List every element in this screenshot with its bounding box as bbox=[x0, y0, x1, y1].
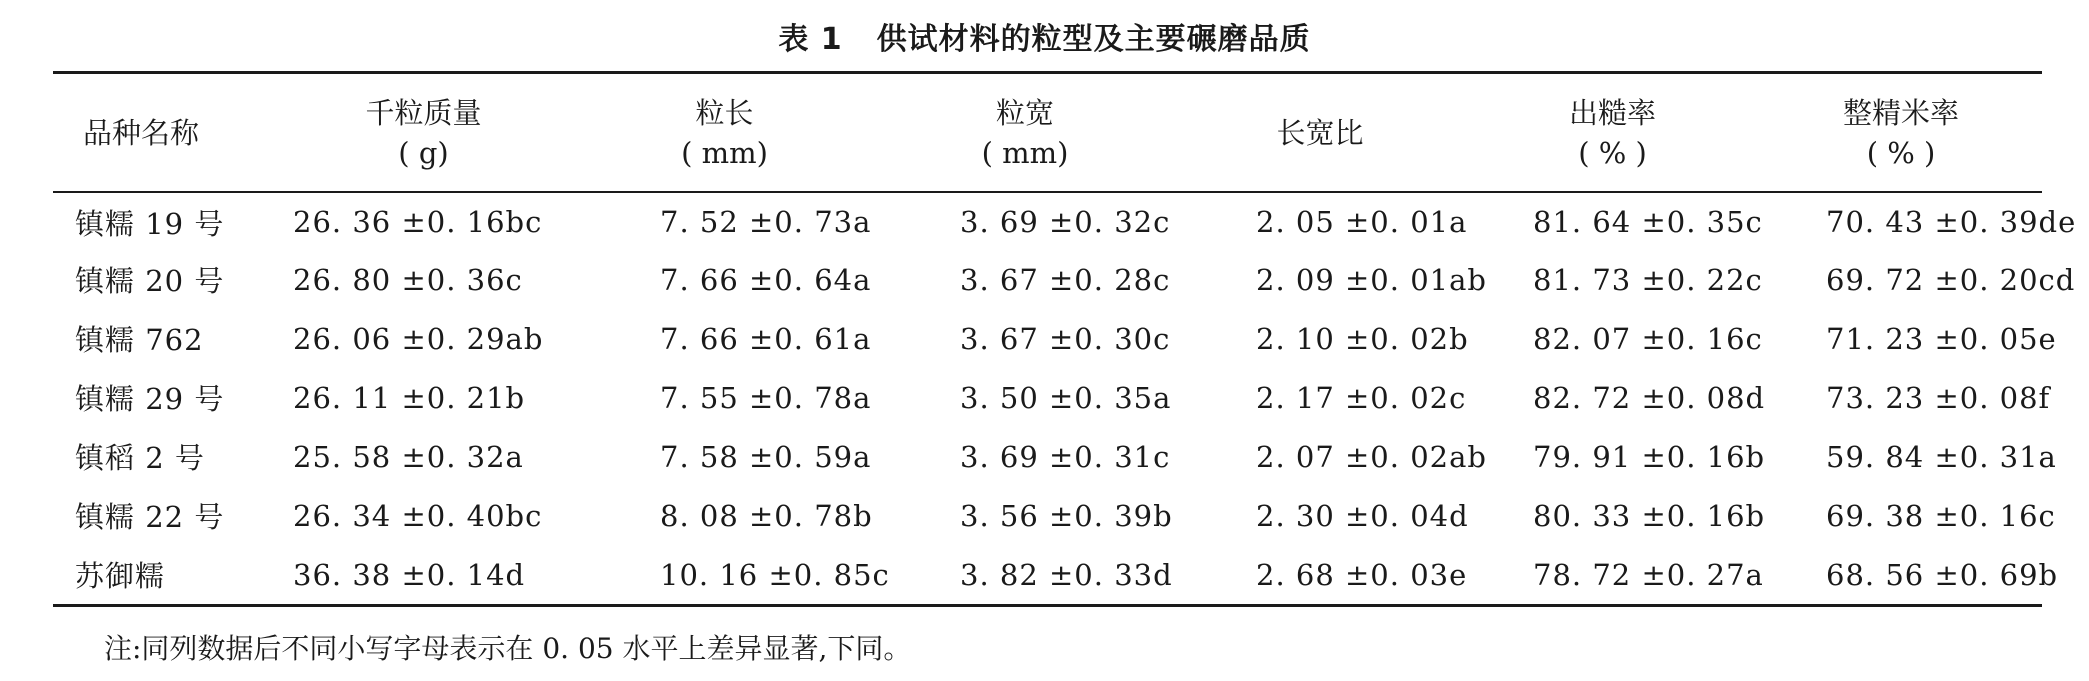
table-footnote: 注:同列数据后不同小写字母表示在 0. 05 水平上差异显著,下同。 bbox=[104, 632, 912, 665]
table-title: 供试材料的粒型及主要碾磨品质 bbox=[876, 22, 1311, 57]
variety-name-cell: 镇糯 762 bbox=[75, 323, 204, 357]
column-header-unit: ( mm) bbox=[981, 135, 1069, 170]
value-cell: 79. 91 ±0. 16b bbox=[1533, 439, 1766, 474]
column-header bbox=[1760, 74, 2042, 191]
column-header-unit: ( g) bbox=[398, 135, 449, 170]
table-row bbox=[53, 309, 2042, 368]
variety-name-cell: 苏御糯 bbox=[75, 559, 166, 593]
value-cell: 7. 55 ±0. 78a bbox=[660, 380, 872, 415]
column-header-label: 粒长 bbox=[695, 95, 754, 130]
value-cell: 3. 82 ±0. 33d bbox=[960, 557, 1173, 592]
column-header-label: 粒宽 bbox=[995, 95, 1054, 130]
variety-name-cell: 镇糯 20 号 bbox=[75, 264, 225, 298]
value-cell: 8. 08 ±0. 78b bbox=[660, 498, 873, 533]
table-row bbox=[53, 191, 2042, 250]
value-cell: 69. 38 ±0. 16c bbox=[1826, 498, 2056, 533]
value-cell: 78. 72 ±0. 27a bbox=[1533, 557, 1764, 592]
value-cell: 3. 67 ±0. 28c bbox=[960, 262, 1171, 297]
value-cell: 7. 66 ±0. 61a bbox=[660, 321, 872, 356]
value-cell: 3. 56 ±0. 39b bbox=[960, 498, 1173, 533]
value-cell: 7. 66 ±0. 64a bbox=[660, 262, 872, 297]
variety-name-cell: 镇糯 29 号 bbox=[75, 382, 225, 416]
table-body bbox=[53, 191, 2077, 604]
column-header bbox=[53, 74, 273, 191]
value-cell: 2. 17 ±0. 02c bbox=[1256, 380, 1467, 415]
value-cell: 2. 10 ±0. 02b bbox=[1256, 321, 1469, 356]
value-cell: 2. 09 ±0. 01ab bbox=[1256, 262, 1487, 297]
value-cell: 82. 72 ±0. 08d bbox=[1533, 380, 1766, 415]
column-header-unit: ( mm) bbox=[681, 135, 768, 170]
value-cell: 3. 69 ±0. 32c bbox=[960, 205, 1171, 239]
table-row bbox=[53, 250, 2042, 309]
value-cell: 69. 72 ±0. 20cd bbox=[1826, 262, 2076, 297]
value-cell: 59. 84 ±0. 31a bbox=[1826, 439, 2057, 474]
value-cell: 82. 07 ±0. 16c bbox=[1533, 321, 1763, 356]
value-cell: 26. 34 ±0. 40bc bbox=[293, 498, 543, 533]
table-header bbox=[53, 74, 2042, 191]
value-cell: 81. 73 ±0. 22c bbox=[1533, 262, 1763, 297]
bottom-rule bbox=[53, 604, 2042, 607]
header-row bbox=[53, 74, 2042, 191]
column-header-label: 千粒质量 bbox=[365, 95, 482, 130]
value-cell: 26. 80 ±0. 36c bbox=[293, 262, 523, 297]
value-cell: 36. 38 ±0. 14d bbox=[293, 557, 526, 592]
value-cell: 3. 50 ±0. 35a bbox=[960, 380, 1172, 415]
value-cell: 71. 23 ±0. 05e bbox=[1826, 321, 2057, 356]
variety-name-cell: 镇糯 22 号 bbox=[75, 500, 225, 534]
value-cell: 25. 58 ±0. 32a bbox=[293, 439, 524, 474]
table-row bbox=[53, 545, 2042, 604]
column-header-label: 品种名称 bbox=[83, 115, 200, 150]
table-row bbox=[53, 486, 2042, 545]
value-cell: 2. 07 ±0. 02ab bbox=[1256, 439, 1487, 474]
column-header bbox=[1175, 74, 1465, 191]
table-row bbox=[53, 427, 2042, 486]
value-cell: 10. 16 ±0. 85c bbox=[660, 557, 890, 592]
column-header-label: 整精米率 bbox=[1842, 95, 1959, 130]
value-cell: 73. 23 ±0. 08f bbox=[1826, 380, 2051, 415]
value-cell: 2. 68 ±0. 03e bbox=[1256, 557, 1468, 592]
value-cell: 2. 30 ±0. 04d bbox=[1256, 498, 1469, 533]
table-caption bbox=[0, 14, 2089, 58]
value-cell: 26. 11 ±0. 21b bbox=[293, 380, 526, 415]
value-cell: 3. 67 ±0. 30c bbox=[960, 321, 1171, 356]
table-row bbox=[53, 368, 2042, 427]
table-number: 表 1 bbox=[778, 22, 843, 57]
column-header-label: 出糙率 bbox=[1568, 95, 1656, 130]
column-header bbox=[1465, 74, 1760, 191]
column-header-label: 长宽比 bbox=[1276, 115, 1364, 150]
value-cell: 3. 69 ±0. 31c bbox=[960, 439, 1171, 474]
variety-name-cell: 镇稻 2 号 bbox=[75, 441, 205, 475]
value-cell: 2. 05 ±0. 01a bbox=[1256, 205, 1468, 239]
data-table bbox=[53, 74, 2077, 604]
value-cell: 68. 56 ±0. 69b bbox=[1826, 557, 2059, 592]
value-cell: 26. 06 ±0. 29ab bbox=[293, 321, 544, 356]
column-header-unit: ( % ) bbox=[1578, 135, 1647, 170]
value-cell: 70. 43 ±0. 39de bbox=[1826, 205, 2077, 239]
value-cell: 7. 52 ±0. 73a bbox=[660, 205, 872, 239]
column-header bbox=[273, 74, 574, 191]
value-cell: 81. 64 ±0. 35c bbox=[1533, 205, 1763, 239]
column-header bbox=[574, 74, 875, 191]
value-cell: 26. 36 ±0. 16bc bbox=[293, 205, 543, 239]
column-header-unit: ( % ) bbox=[1866, 135, 1936, 170]
variety-name-cell: 镇糯 19 号 bbox=[75, 206, 225, 241]
value-cell: 80. 33 ±0. 16b bbox=[1533, 498, 1766, 533]
column-header bbox=[875, 74, 1175, 191]
value-cell: 7. 58 ±0. 59a bbox=[660, 439, 872, 474]
